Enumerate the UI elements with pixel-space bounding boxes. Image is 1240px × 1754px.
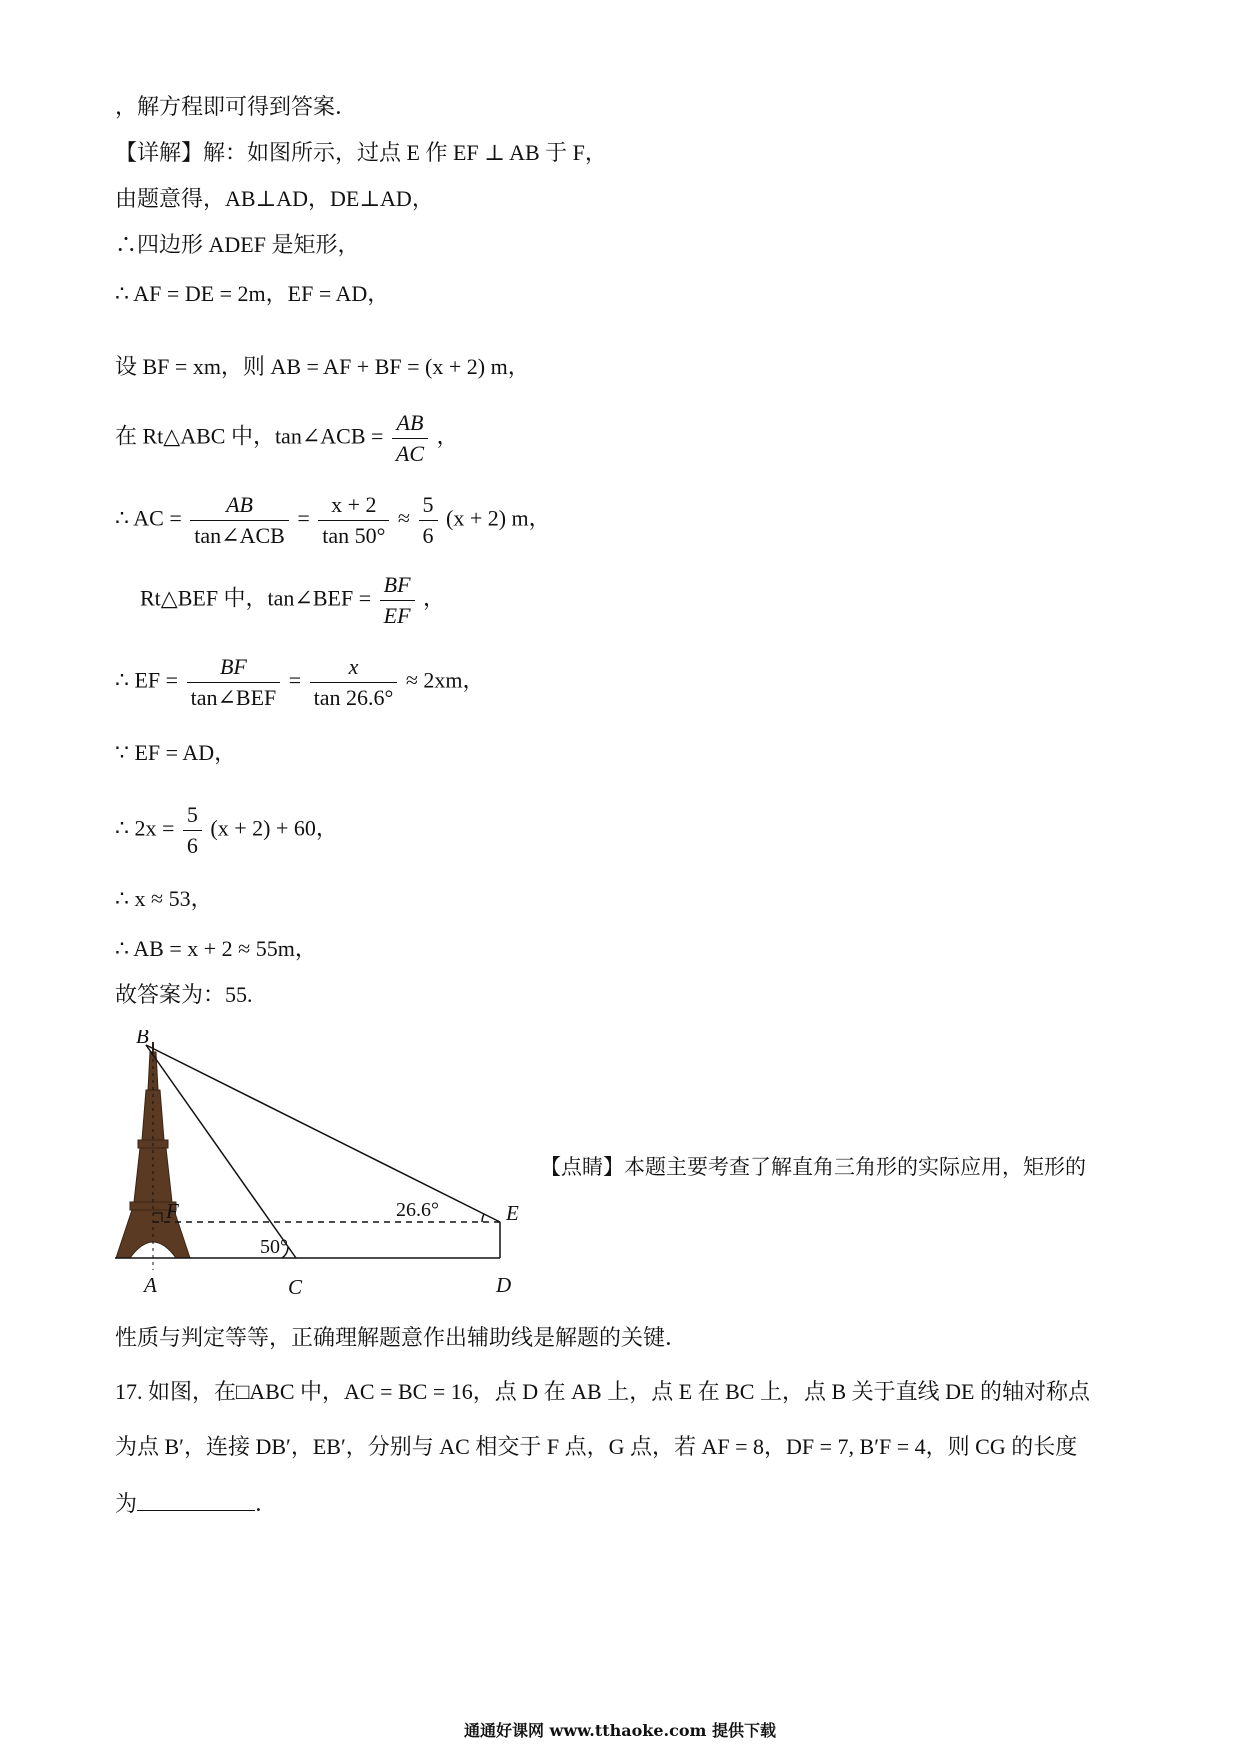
- line12-suffix: (x + 2) + 60，: [210, 815, 338, 841]
- equals-sign: =: [288, 667, 302, 693]
- fraction-numerator: 5: [419, 490, 438, 521]
- fraction-numerator: AB: [392, 408, 428, 439]
- answer-blank[interactable]: [137, 1488, 255, 1511]
- fraction-denominator: AC: [395, 441, 425, 466]
- text-line-3: 由题意得，AB⊥AD，DE⊥AD，: [115, 186, 434, 211]
- angle-label-e: 26.6°: [396, 1199, 439, 1221]
- fraction-numerator: 5: [183, 800, 202, 831]
- text-line-2: 【详解】解：如图所示，过点 E 作 EF ⊥ AB 于 F，: [115, 140, 607, 165]
- answer-suffix: ．: [255, 1491, 278, 1516]
- fraction-numerator: BF: [187, 652, 281, 683]
- page-footer: 通通好课网 www.tthaoke.com 提供下载: [463, 1721, 777, 1740]
- fraction-numerator: x: [310, 652, 398, 683]
- line-be: [146, 1045, 500, 1222]
- approx-sign: ≈: [397, 505, 410, 531]
- fraction-numerator: BF: [380, 570, 415, 601]
- point-label-f: F: [166, 1199, 179, 1223]
- fraction-5-6: [183, 800, 202, 861]
- point-label-b: B: [136, 1030, 149, 1048]
- question-17-line-1: 17. 如图，在□ABC 中，AC = BC = 16，点 D 在 AB 上，点 E 在 BC 上，点 B 关于直线 DE 的轴对称点: [115, 1379, 1090, 1404]
- point-label-c: C: [288, 1275, 303, 1299]
- text-line-8: [115, 490, 551, 551]
- fraction-denominator: tan 50°: [322, 523, 386, 548]
- line8-suffix: (x + 2) m，: [446, 505, 551, 531]
- fraction-x-tan266: [310, 652, 398, 713]
- equals-sign: =: [297, 505, 310, 531]
- fraction-denominator: tan 26.6°: [313, 685, 394, 710]
- question-17-line-3: [115, 1488, 277, 1519]
- text-line-14: ∴ AB = x + 2 ≈ 55m，: [115, 936, 317, 961]
- fraction-denominator: tan∠ACB: [194, 523, 285, 548]
- text-line-4: ∴四边形 ADEF 是矩形，: [115, 232, 360, 257]
- fraction-ab-tan-acb: [190, 490, 289, 551]
- text-line-11: ∵ EF = AD，: [115, 740, 237, 765]
- line9-suffix: ，: [423, 585, 446, 611]
- text-line-16: 性质与判定等等，正确理解题意作出辅助线是解题的关键．: [115, 1325, 688, 1350]
- answer-prefix: 为: [115, 1491, 138, 1516]
- line10-suffix: ≈ 2xm，: [405, 667, 485, 693]
- fraction-denominator: 6: [186, 833, 198, 858]
- fraction-bf-ef: [380, 570, 415, 631]
- angle-arc-e: [482, 1214, 484, 1222]
- eiffel-tower-diagram: [110, 1030, 540, 1300]
- text-line-10: [115, 652, 485, 713]
- point-label-a: A: [144, 1273, 157, 1297]
- line7-suffix: ，: [436, 423, 459, 449]
- line7-prefix: 在 Rt△ABC 中，tan∠ACB =: [115, 423, 384, 449]
- fraction-x2-tan50: [318, 490, 389, 551]
- line12-prefix: ∴ 2x =: [115, 815, 175, 841]
- line10-prefix: ∴ EF =: [115, 667, 179, 693]
- fraction-5-6: [419, 490, 438, 551]
- text-line-15: 故答案为：55.: [115, 982, 253, 1007]
- text-line-1: ，解方程即可得到答案．: [115, 94, 358, 119]
- point-label-d: D: [496, 1273, 512, 1297]
- line8-prefix: ∴ AC =: [115, 505, 182, 531]
- point-label-e: E: [506, 1201, 519, 1225]
- dianjing-note: 【点睛】本题主要考查了解直角三角形的实际应用，矩形的: [540, 1155, 1086, 1179]
- text-line-5: ∴ AF = DE = 2m，EF = AD，: [115, 281, 390, 306]
- fraction-bf-tan-bef: [187, 652, 281, 713]
- angle-label-c: 50°: [260, 1236, 288, 1258]
- text-line-6: 设 BF = xm，则 AB = AF + BF = (x + 2) m，: [115, 354, 530, 379]
- fraction-denominator: EF: [383, 603, 411, 628]
- text-line-9: [140, 570, 445, 631]
- fraction-denominator: 6: [422, 523, 434, 548]
- fraction-ab-ac: [392, 408, 428, 469]
- text-line-13: ∴ x ≈ 53，: [115, 886, 213, 911]
- question-17-line-2: 为点 B′，连接 DB′，EB′，分别与 AC 相交于 F 点，G 点，若 AF = 8，DF = 7, B′F = 4，则 CG 的长度: [115, 1434, 1078, 1459]
- text-line-7: [115, 408, 459, 469]
- fraction-numerator: x + 2: [318, 490, 389, 521]
- fraction-denominator: tan∠BEF: [190, 685, 277, 710]
- line9-prefix: Rt△BEF 中，tan∠BEF =: [140, 585, 372, 611]
- fraction-numerator: AB: [190, 490, 289, 521]
- text-line-12: [115, 800, 338, 861]
